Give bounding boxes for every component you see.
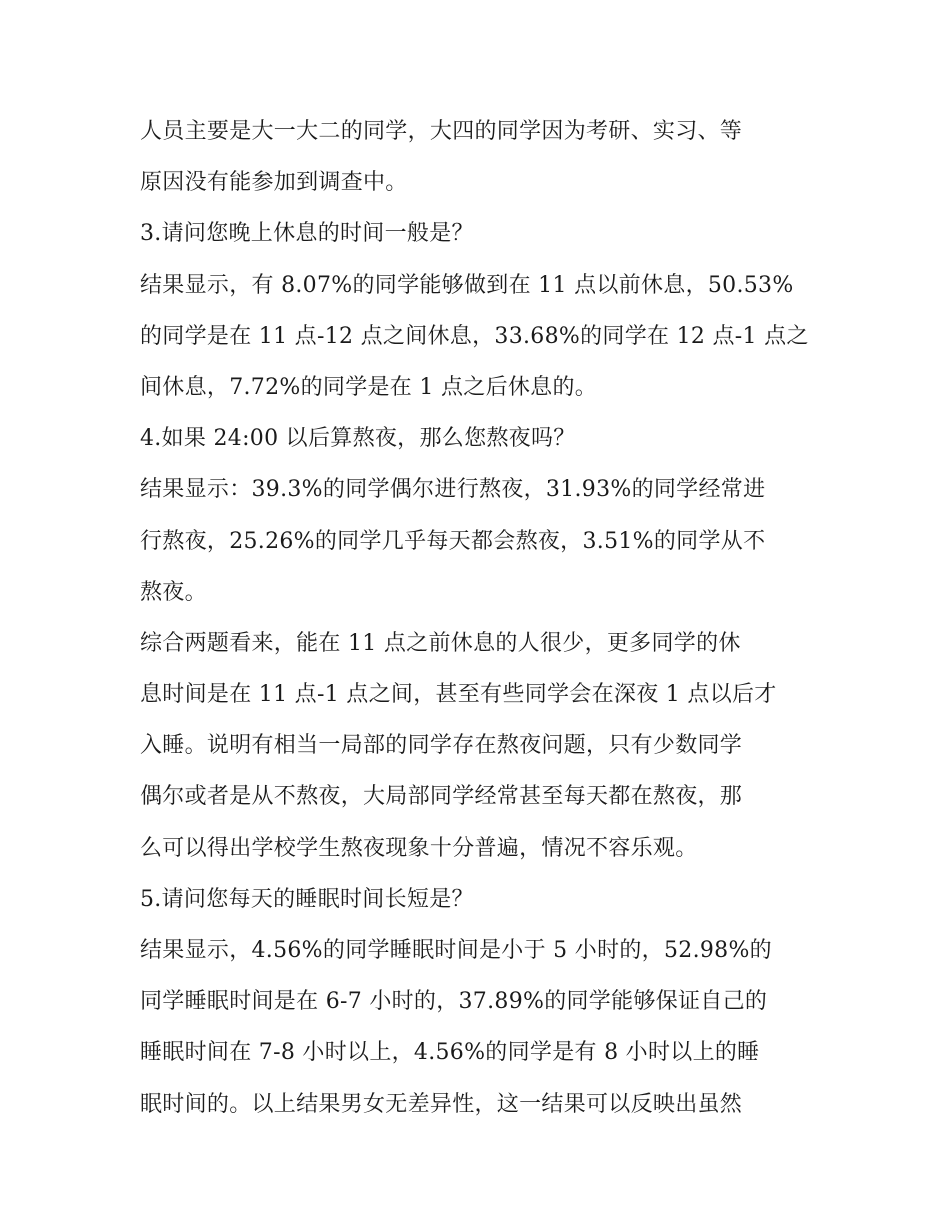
text-line: 眠时间的。以上结果男女无差异性，这一结果可以反映出虽然 xyxy=(140,1091,743,1117)
document-page xyxy=(140,106,820,1130)
question-heading: 5.请问您每天的睡眠时间长短是？ xyxy=(140,886,474,912)
question-heading: 3.请问您晚上休息的时间一般是？ xyxy=(140,221,474,247)
text-line: 入睡。说明有相当一局部的同学存在熬夜问题，只有少数同学 xyxy=(140,733,743,759)
text-line: 偶尔或者是从不熬夜，大局部同学经常甚至每天都在熬夜，那 xyxy=(140,784,743,810)
text-line: 行熬夜，25.26%的同学几乎每天都会熬夜，3.51%的同学从不 xyxy=(140,528,766,554)
text-line: 结果显示，有 8.07%的同学能够做到在 11 点以前休息，50.53% xyxy=(140,272,794,298)
text-line: 的同学是在 11 点-12 点之间休息，33.68%的同学在 12 点-1 点之 xyxy=(140,323,809,349)
text-line: 么可以得出学校学生熬夜现象十分普遍，情况不容乐观。 xyxy=(140,835,698,861)
question-heading: 4.如果 24:00 以后算熬夜，那么您熬夜吗？ xyxy=(140,426,576,452)
text-line: 结果显示：39.3%的同学偶尔进行熬夜，31.93%的同学经常进 xyxy=(140,477,766,503)
text-line: 同学睡眠时间是在 6-7 小时的，37.89%的同学能够保证自己的 xyxy=(140,989,768,1015)
text-line: 间休息，7.72%的同学是在 1 点之后休息的。 xyxy=(140,374,598,400)
text-line: 睡眠时间在 7-8 小时以上，4.56%的同学是有 8 小时以上的睡 xyxy=(140,1040,760,1066)
text-line: 结果显示，4.56%的同学睡眠时间是小于 5 小时的，52.98%的 xyxy=(140,938,772,963)
text-line: 人员主要是大一大二的同学，大四的同学因为考研、实习、等 xyxy=(140,119,743,144)
text-line: 息时间是在 11 点-1 点之间，甚至有些同学会在深夜 1 点以后才 xyxy=(140,682,777,708)
text-line: 综合两题看来，能在 11 点之前休息的人很少，更多同学的休 xyxy=(140,630,741,656)
text-line: 原因没有能参加到调查中。 xyxy=(140,170,408,196)
text-line: 熬夜。 xyxy=(140,579,207,605)
